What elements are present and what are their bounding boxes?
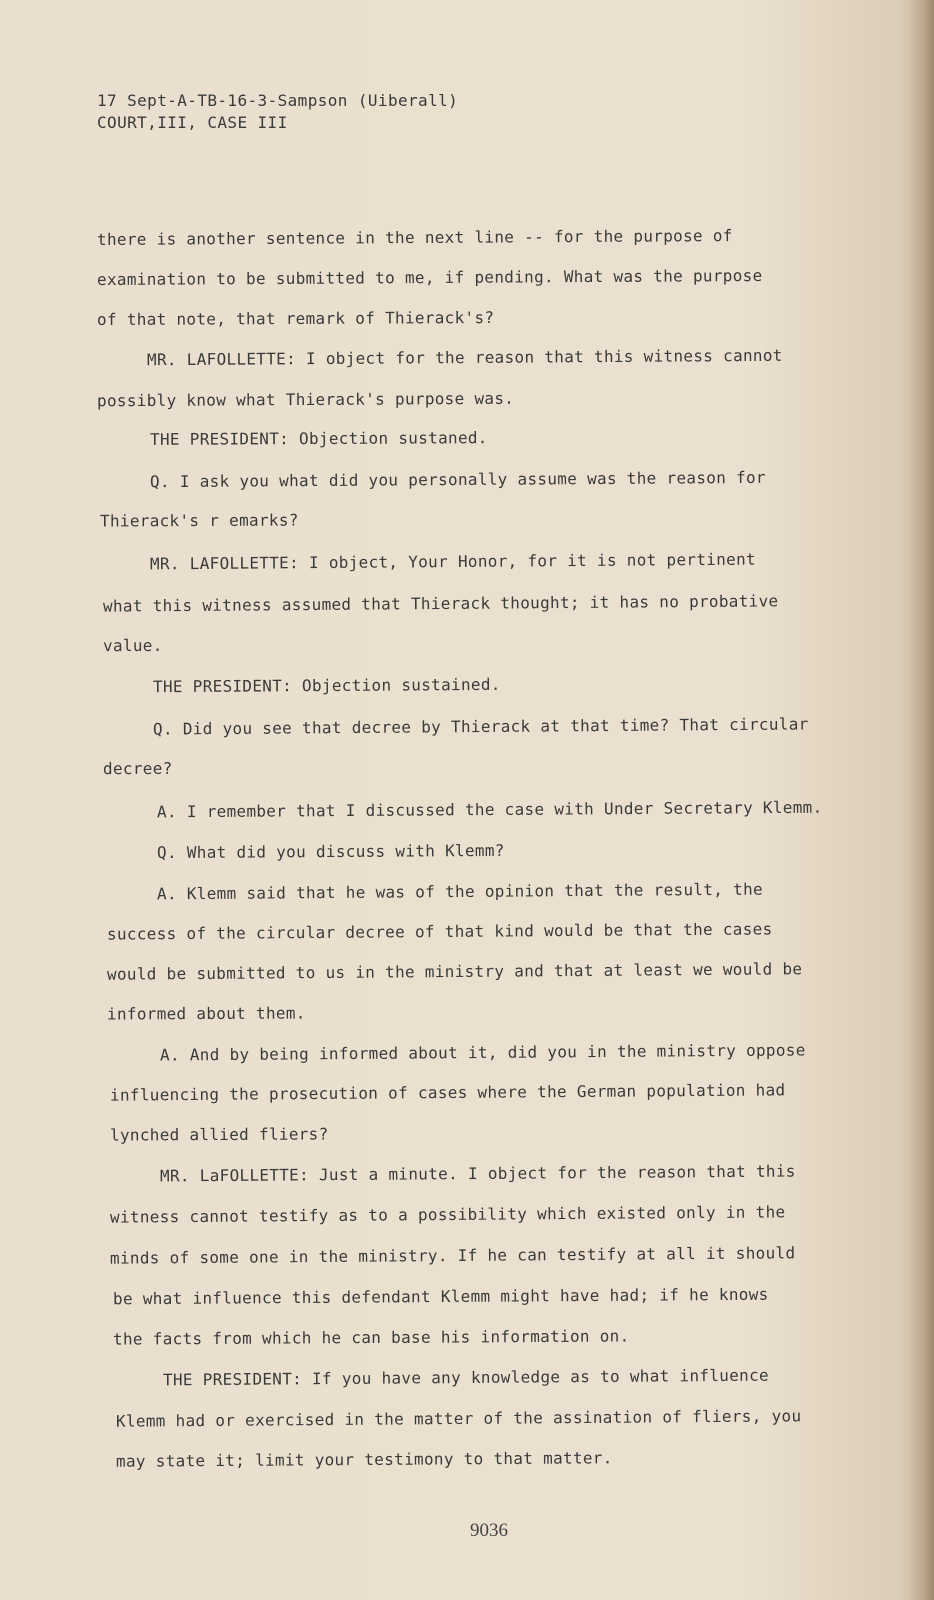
transcript-line: MR. LAFOLLETTE: I object, Your Honor, for it is not pertinent (149, 549, 756, 574)
transcript-line: THE PRESIDENT: If you have any knowledge as to what influence (162, 1365, 769, 1390)
page-number: 9036 (470, 1520, 508, 1541)
transcript-line: MR. LaFOLLETTE: Just a minute. I object for the reason that this (159, 1161, 796, 1186)
transcript-line: possibly know what Thierack's purpose was. (96, 388, 515, 411)
transcript-line: influencing the prosecution of cases where the German population had (109, 1080, 786, 1105)
transcript-line: success of the circular decree of that kind would be that the cases (106, 919, 773, 944)
header-court: COURT,III, CASE III (97, 113, 288, 132)
transcript-line: would be submitted to us in the ministry and that at least we would be (106, 959, 803, 984)
transcript-line: Q. What did you discuss with Klemm? (156, 840, 505, 863)
document-header (97, 90, 458, 134)
transcript-line: A. I remember that I discussed the case with Under Secretary Klemm. (156, 797, 823, 822)
transcript-line: minds of some one in the ministry. If he can testify at all it should (109, 1243, 796, 1268)
transcript-line: informed about them. (106, 1003, 306, 1024)
transcript-line: there is another sentence in the next line -- for the purpose of (96, 226, 733, 249)
transcript-line: may state it; limit your testimony to that matter. (115, 1448, 613, 1471)
transcript-line: Thierack's r emarks? (99, 510, 299, 531)
transcript-line: Q. Did you see that decree by Thierack at that time? That circular (152, 714, 809, 739)
transcript-line: examination to be submitted to me, if pending. What was the purpose (96, 265, 763, 290)
transcript-line: A. Klemm said that he was of the opinion that the result, the (156, 879, 763, 904)
transcript-line: THE PRESIDENT: Objection sustaned. (149, 428, 488, 449)
transcript-line: value. (102, 635, 163, 656)
transcript-line: Klemm had or exercised in the matter of the assination of fliers, you (115, 1406, 802, 1431)
transcript-line: what this witness assumed that Thierack thought; it has no probative (102, 591, 779, 616)
transcript-line: THE PRESIDENT: Objection sustained. (152, 674, 501, 697)
page-edge-shadow (908, 0, 934, 1600)
transcript-line: the facts from which he can base his information on. (112, 1326, 630, 1349)
transcript-line: decree? (102, 758, 173, 779)
transcript-line: lynched allied fliers? (109, 1124, 329, 1145)
transcript-line: Q. I ask you what did you personally assume was the reason for (149, 467, 766, 492)
transcript-line: be what influence this defendant Klemm might have had; if he knows (112, 1284, 769, 1309)
transcript-line: of that note, that remark of Thierack's? (96, 307, 495, 330)
transcript-line: witness cannot testify as to a possibility which existed only in the (109, 1202, 786, 1227)
transcript-line: A. And by being informed about it, did you in the ministry oppose (159, 1040, 806, 1065)
header-reference: 17 Sept-A-TB-16-3-Sampson (Uiberall) (97, 91, 459, 110)
transcript-line: MR. LAFOLLETTE: I object for the reason that this witness cannot (146, 345, 783, 370)
